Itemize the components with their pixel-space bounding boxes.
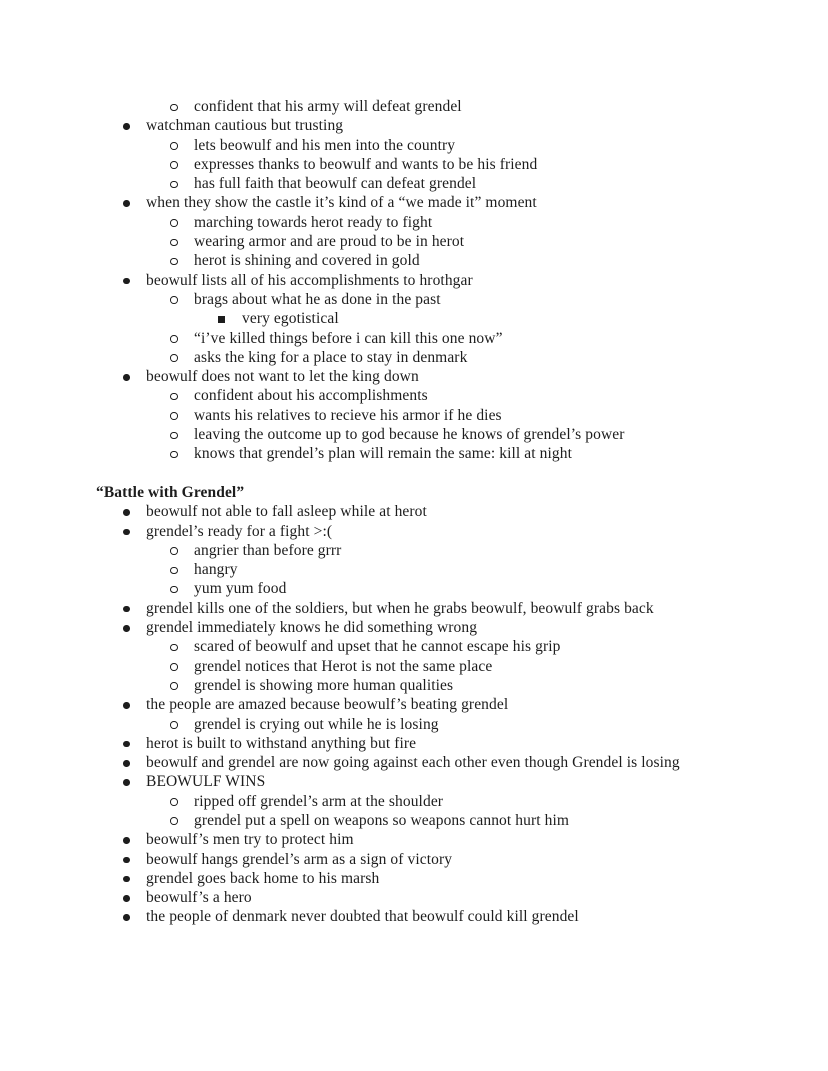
list-item (96, 386, 802, 405)
list-item-text: has full faith that beowulf can defeat grendel (194, 175, 477, 193)
bullet-disc-icon (123, 760, 130, 767)
bullet-circle-icon (170, 586, 178, 594)
list-item-text: angrier than before grrr (194, 541, 342, 559)
list-item-text: the people of denmark never doubted that beowulf could kill grendel (146, 908, 579, 926)
list-item-text: hangry (194, 561, 238, 579)
list-item-text: wearing armor and are proud to be in herot (194, 233, 465, 251)
bullet-circle-icon (170, 104, 178, 112)
list-item-text: marching towards herot ready to fight (194, 213, 433, 231)
bullet-circle-icon (170, 663, 178, 671)
list-item-text: grendel goes back home to his marsh (146, 869, 380, 887)
bullet-circle-icon (170, 412, 178, 420)
bullet-disc-icon (123, 625, 130, 632)
list-item (96, 251, 802, 270)
list-item-text: grendel’s ready for a fight >:( (146, 522, 333, 540)
list-item-text: knows that grendel’s plan will remain the same: kill at night (194, 445, 573, 463)
list-item (96, 734, 802, 753)
list-item-text: expresses thanks to beowulf and wants to be his friend (194, 155, 538, 173)
bullet-circle-icon (170, 798, 178, 806)
bullet-disc-icon (123, 741, 130, 748)
bullet-disc-icon (123, 200, 130, 207)
list-item-text: BEOWULF WINS (146, 773, 266, 791)
list-item-text: wants his relatives to recieve his armor if he dies (194, 406, 502, 424)
list-item (96, 541, 802, 560)
list-item-text: watchman cautious but trusting (146, 117, 344, 135)
bullet-circle-icon (170, 393, 178, 401)
list-item-text: beowulf and grendel are now going against each other even though Grendel is losing (146, 754, 680, 772)
list-item-text: confident about his accomplishments (194, 387, 428, 405)
list-item (96, 348, 802, 367)
list-item-text: herot is built to withstand anything but fire (146, 734, 417, 752)
list-item (96, 444, 802, 463)
bullet-circle-icon (170, 547, 178, 555)
list-item (96, 522, 802, 541)
list-item-text: lets beowulf and his men into the country (194, 136, 456, 154)
list-item (96, 869, 802, 888)
list-item (96, 811, 802, 830)
list-item (96, 502, 802, 521)
bullet-disc-icon (123, 779, 130, 786)
list-item (96, 290, 802, 309)
bullet-circle-icon (170, 335, 178, 343)
list-item-text: when they show the castle it’s kind of a “we made it” moment (146, 194, 537, 212)
list-item-text: “i’ve killed things before i can kill this one now” (194, 329, 503, 347)
bullet-disc-icon (123, 837, 130, 844)
bullet-disc-icon (123, 914, 130, 921)
bullet-circle-icon (170, 258, 178, 266)
list-item-text: grendel is crying out while he is losing (194, 715, 439, 733)
bullet-circle-icon (170, 296, 178, 304)
list-item (96, 271, 802, 290)
list-item (96, 637, 802, 656)
bullet-disc-icon (123, 606, 130, 613)
list-item (96, 715, 802, 734)
bullet-circle-icon (170, 567, 178, 575)
list-item (96, 406, 802, 425)
list-item (96, 367, 802, 386)
list-item (96, 753, 802, 772)
list-item (96, 618, 802, 637)
list-item-text: scared of beowulf and upset that he cannot escape his grip (194, 638, 561, 656)
list-item (96, 193, 802, 212)
list-item (96, 232, 802, 251)
list-item-text: beowulf hangs grendel’s arm as a sign of victory (146, 850, 453, 868)
bullet-circle-icon (170, 142, 178, 150)
list-item (96, 329, 802, 348)
list-item-text: beowulf lists all of his accomplishments to hrothgar (146, 271, 473, 289)
list-item (96, 772, 802, 791)
list-item-text: very egotistical (242, 310, 339, 328)
bullet-disc-icon (123, 278, 130, 285)
list-item-text: brags about what he as done in the past (194, 290, 441, 308)
list-item (96, 907, 802, 926)
bullet-disc-icon (123, 374, 130, 381)
list-item-text: asks the king for a place to stay in denmark (194, 348, 468, 366)
bullet-circle-icon (170, 721, 178, 729)
bullet-disc-icon (123, 529, 130, 536)
bullet-disc-icon (123, 123, 130, 130)
list-item-text: grendel kills one of the soldiers, but when he grabs beowulf, beowulf grabs back (146, 599, 654, 617)
list-item-text: herot is shining and covered in gold (194, 252, 420, 270)
bullet-circle-icon (170, 181, 178, 189)
list-item (96, 560, 802, 579)
bullet-circle-icon (170, 432, 178, 440)
list-item (96, 213, 802, 232)
list-item (96, 579, 802, 598)
notes-content (96, 97, 802, 927)
list-item (96, 136, 802, 155)
list-item (96, 850, 802, 869)
bullet-square-icon (218, 316, 225, 323)
list-item-text: beowulf not able to fall asleep while at herot (146, 503, 427, 521)
list-item (96, 792, 802, 811)
section-heading: “Battle with Grendel” (96, 483, 245, 501)
list-item (96, 116, 802, 135)
bullet-disc-icon (123, 857, 130, 864)
list-item (96, 599, 802, 618)
list-item-text: the people are amazed because beowulf’s beating grendel (146, 696, 509, 714)
bullet-disc-icon (123, 876, 130, 883)
list-item-text: grendel notices that Herot is not the same place (194, 657, 493, 675)
bullet-circle-icon (170, 817, 178, 825)
list-item-text: beowulf does not want to let the king down (146, 368, 419, 386)
list-item-text: confident that his army will defeat grendel (194, 98, 462, 115)
bullet-disc-icon (123, 895, 130, 902)
list-item-text: beowulf’s a hero (146, 889, 252, 907)
bullet-circle-icon (170, 644, 178, 652)
bullet-circle-icon (170, 161, 178, 169)
list-item (96, 888, 802, 907)
bullet-disc-icon (123, 702, 130, 709)
bullet-circle-icon (170, 682, 178, 690)
bullet-circle-icon (170, 451, 178, 459)
list-item-text: grendel immediately knows he did something wrong (146, 619, 478, 637)
bullet-circle-icon (170, 219, 178, 227)
list-item (96, 830, 802, 849)
list-item (96, 309, 802, 328)
list-item-text: leaving the outcome up to god because he knows of grendel’s power (194, 426, 625, 444)
bullet-disc-icon (123, 509, 130, 516)
list-item (96, 155, 802, 174)
list-item-text: ripped off grendel’s arm at the shoulder (194, 792, 444, 810)
list-item (96, 174, 802, 193)
list-item-text: grendel is showing more human qualities (194, 676, 454, 694)
list-item (96, 676, 802, 695)
list-item-text: beowulf’s men try to protect him (146, 831, 354, 849)
bullet-circle-icon (170, 239, 178, 247)
list-item (96, 657, 802, 676)
list-item (96, 695, 802, 714)
list-item (96, 425, 802, 444)
list-item-text: yum yum food (194, 580, 287, 598)
bullet-circle-icon (170, 354, 178, 362)
list-item (96, 97, 802, 116)
list-item-text: grendel put a spell on weapons so weapons cannot hurt him (194, 811, 570, 829)
